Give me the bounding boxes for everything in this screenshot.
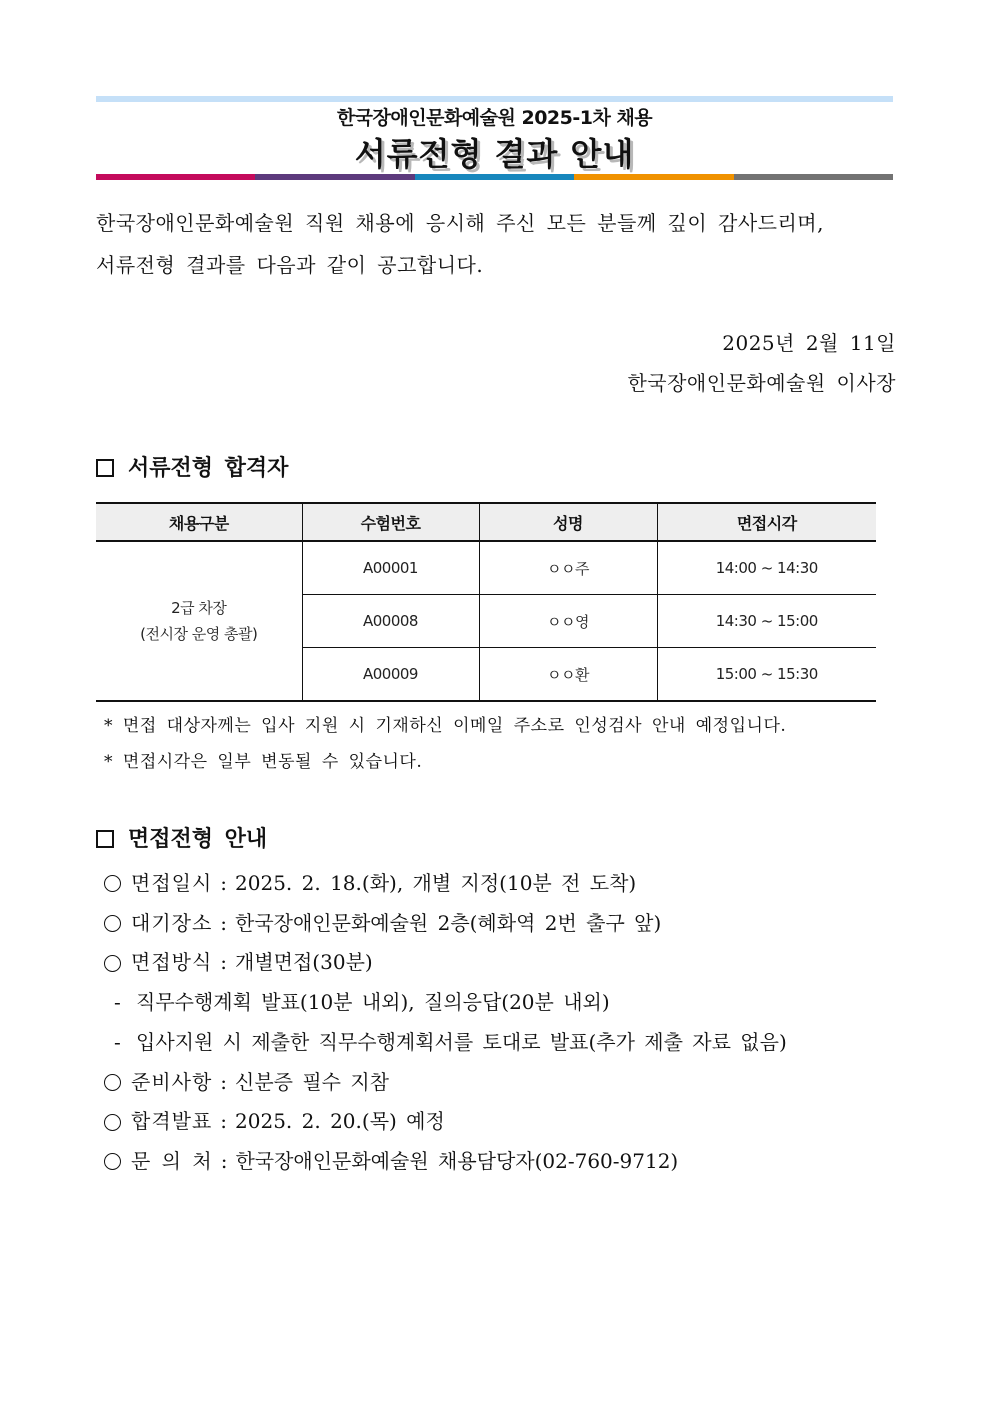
intro-line-2: 서류전형 결과를 다음과 같이 공고합니다. — [96, 253, 484, 277]
time-cell: 14:30 ~ 15:00 — [657, 595, 876, 648]
info-label: 면접일시 — [131, 871, 213, 895]
info-value: 2025. 2. 20.(목) 예정 — [235, 1109, 445, 1134]
info-value: 한국장애인문화예술원 2층(혜화역 2번 출구 앞) — [235, 910, 662, 935]
time-cell: 14:00 ~ 14:30 — [657, 541, 876, 595]
info-subitem-presentation — [104, 983, 787, 1023]
header-top-bar — [96, 96, 893, 102]
table-row — [96, 541, 876, 595]
header-interview-time: 면접시각 — [657, 503, 876, 541]
header-category: 채용구분 — [96, 503, 302, 541]
announcement-date: 2025년 2월 11일 — [722, 331, 896, 355]
circle-bullet-icon — [104, 875, 121, 892]
section-heading-document-pass — [96, 453, 288, 483]
exam-no-cell: A00008 — [302, 595, 479, 648]
note-time-change: * 면접시각은 일부 변동될 수 있습니다. — [104, 752, 423, 772]
info-separator: : — [220, 910, 228, 935]
dash-bullet-icon: - — [114, 1029, 121, 1054]
name-cell: ㅇㅇ주 — [479, 541, 657, 595]
category-line-2: (전시장 운영 총괄) — [140, 625, 258, 643]
info-item-result-announcement — [104, 1102, 787, 1142]
info-subitem-plan-basis — [104, 1023, 787, 1063]
info-item-interview-date — [104, 864, 787, 904]
result-table — [96, 502, 876, 702]
color-segment-blue — [415, 174, 574, 180]
table-header-row — [96, 503, 876, 541]
header-name: 성명 — [479, 503, 657, 541]
circle-bullet-icon — [104, 1074, 121, 1091]
name-cell: ㅇㅇ환 — [479, 648, 657, 702]
info-value: 신분증 필수 지참 — [235, 1069, 389, 1094]
name-cell: ㅇㅇ영 — [479, 595, 657, 648]
exam-no-cell: A00001 — [302, 541, 479, 595]
info-separator: : — [220, 1109, 228, 1134]
note-email: * 면접 대상자께는 입사 지원 시 기재하신 이메일 주소로 인성검사 안내 예정입니다. — [104, 716, 787, 736]
info-label: 면접방식 — [131, 950, 213, 975]
interview-info-list — [104, 864, 787, 1182]
document-subtitle: 한국장애인문화예술원 2025-1차 채용 — [336, 107, 653, 129]
section-heading-interview — [96, 824, 267, 854]
info-item-waiting-place — [104, 904, 787, 944]
color-segment-purple — [255, 174, 414, 180]
category-line-1: 2급 차장 — [171, 599, 227, 617]
info-label: 대기장소 — [131, 910, 213, 935]
document-title: 서류전형 결과 안내 — [354, 135, 635, 173]
info-separator: : — [220, 1069, 228, 1094]
info-value: 2025. 2. 18.(화), 개별 지정(10분 전 도착) — [235, 871, 637, 895]
info-value: 한국장애인문화예술원 채용담당자(02-760-9712) — [235, 1148, 679, 1173]
exam-no-cell: A00009 — [302, 648, 479, 702]
section-heading-text: 면접전형 안내 — [128, 826, 268, 852]
info-value: 개별면접(30분) — [235, 950, 373, 975]
info-item-preparation — [104, 1063, 787, 1103]
info-separator: : — [220, 1148, 228, 1173]
square-bullet-icon — [96, 459, 114, 477]
info-item-contact — [104, 1142, 787, 1182]
intro-paragraph — [96, 202, 906, 286]
square-bullet-icon — [96, 830, 114, 848]
info-label: 준비사항 — [131, 1069, 213, 1094]
color-segment-magenta — [96, 174, 255, 180]
info-separator: : — [220, 871, 228, 895]
color-segment-orange — [574, 174, 733, 180]
info-item-interview-method — [104, 943, 787, 983]
section-heading-text: 서류전형 합격자 — [128, 455, 289, 481]
info-label: 문 의 처 — [131, 1148, 213, 1173]
issuer-signature: 한국장애인문화예술원 이사장 — [627, 371, 896, 395]
header-exam-no: 수험번호 — [302, 503, 479, 541]
dash-bullet-icon: - — [114, 990, 121, 1015]
circle-bullet-icon — [104, 1153, 121, 1170]
info-separator: : — [220, 950, 228, 975]
info-value: 직무수행계획 발표(10분 내외), 질의응답(20분 내외) — [136, 990, 610, 1015]
time-cell: 15:00 ~ 15:30 — [657, 648, 876, 702]
color-segment-gray — [734, 174, 893, 180]
info-value: 입사지원 시 제출한 직무수행계획서를 토대로 발표(추가 제출 자료 없음) — [136, 1029, 787, 1054]
table-notes — [104, 708, 786, 780]
circle-bullet-icon — [104, 955, 121, 972]
circle-bullet-icon — [104, 915, 121, 932]
intro-line-1: 한국장애인문화예술원 직원 채용에 응시해 주신 모든 분들께 깊이 감사드리며, — [96, 211, 824, 235]
circle-bullet-icon — [104, 1114, 121, 1131]
header-color-bar — [96, 174, 893, 180]
info-label: 합격발표 — [131, 1109, 213, 1134]
category-cell — [96, 541, 302, 701]
